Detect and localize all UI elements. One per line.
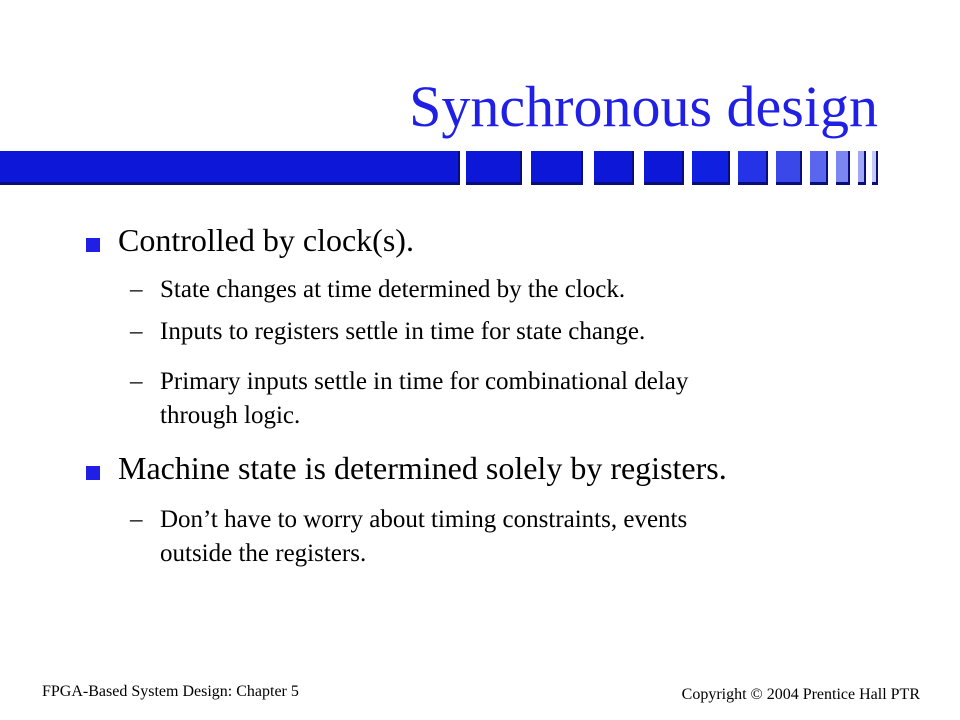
sub-bullet-text: through logic.: [160, 402, 301, 429]
bar-segment: [858, 151, 866, 185]
bar-segment: [810, 151, 828, 185]
footer-chapter: FPGA-Based System Design: Chapter 5: [42, 683, 299, 700]
bar-segment: [738, 151, 768, 185]
bar-segment: [836, 151, 850, 185]
decorative-title-bar: [0, 151, 880, 185]
square-bullet-icon: [86, 238, 100, 252]
bullet-1-text: Controlled by clock(s).: [118, 222, 414, 258]
bar-segment: [776, 151, 802, 185]
sub-bullet-text: Don’t have to worry about timing constraints, events: [160, 506, 688, 533]
bar-segment: [0, 151, 460, 185]
dash-icon: –: [130, 506, 143, 533]
sub-bullet-text: Primary inputs settle in time for combinational delay: [160, 368, 689, 395]
dash-icon: –: [130, 368, 143, 395]
dash-icon: –: [130, 276, 143, 303]
bar-segment: [644, 151, 684, 185]
bar-segment: [692, 151, 730, 185]
square-bullet-icon: [86, 466, 100, 480]
bar-segment: [466, 151, 522, 185]
footer-copyright: Copyright © 2004 Prentice Hall PTR: [681, 686, 920, 703]
bar-segment: [531, 151, 583, 185]
sub-bullet-text: Inputs to registers settle in time for state change.: [160, 318, 646, 345]
slide-title: Synchronous design: [409, 74, 878, 139]
bar-segment: [594, 151, 634, 185]
bullet-2-text: Machine state is determined solely by registers.: [118, 450, 727, 486]
sub-bullet-text: outside the registers.: [160, 540, 367, 567]
bar-segment: [872, 151, 878, 185]
dash-icon: –: [130, 318, 143, 345]
sub-bullet-text: State changes at time determined by the clock.: [160, 276, 626, 303]
